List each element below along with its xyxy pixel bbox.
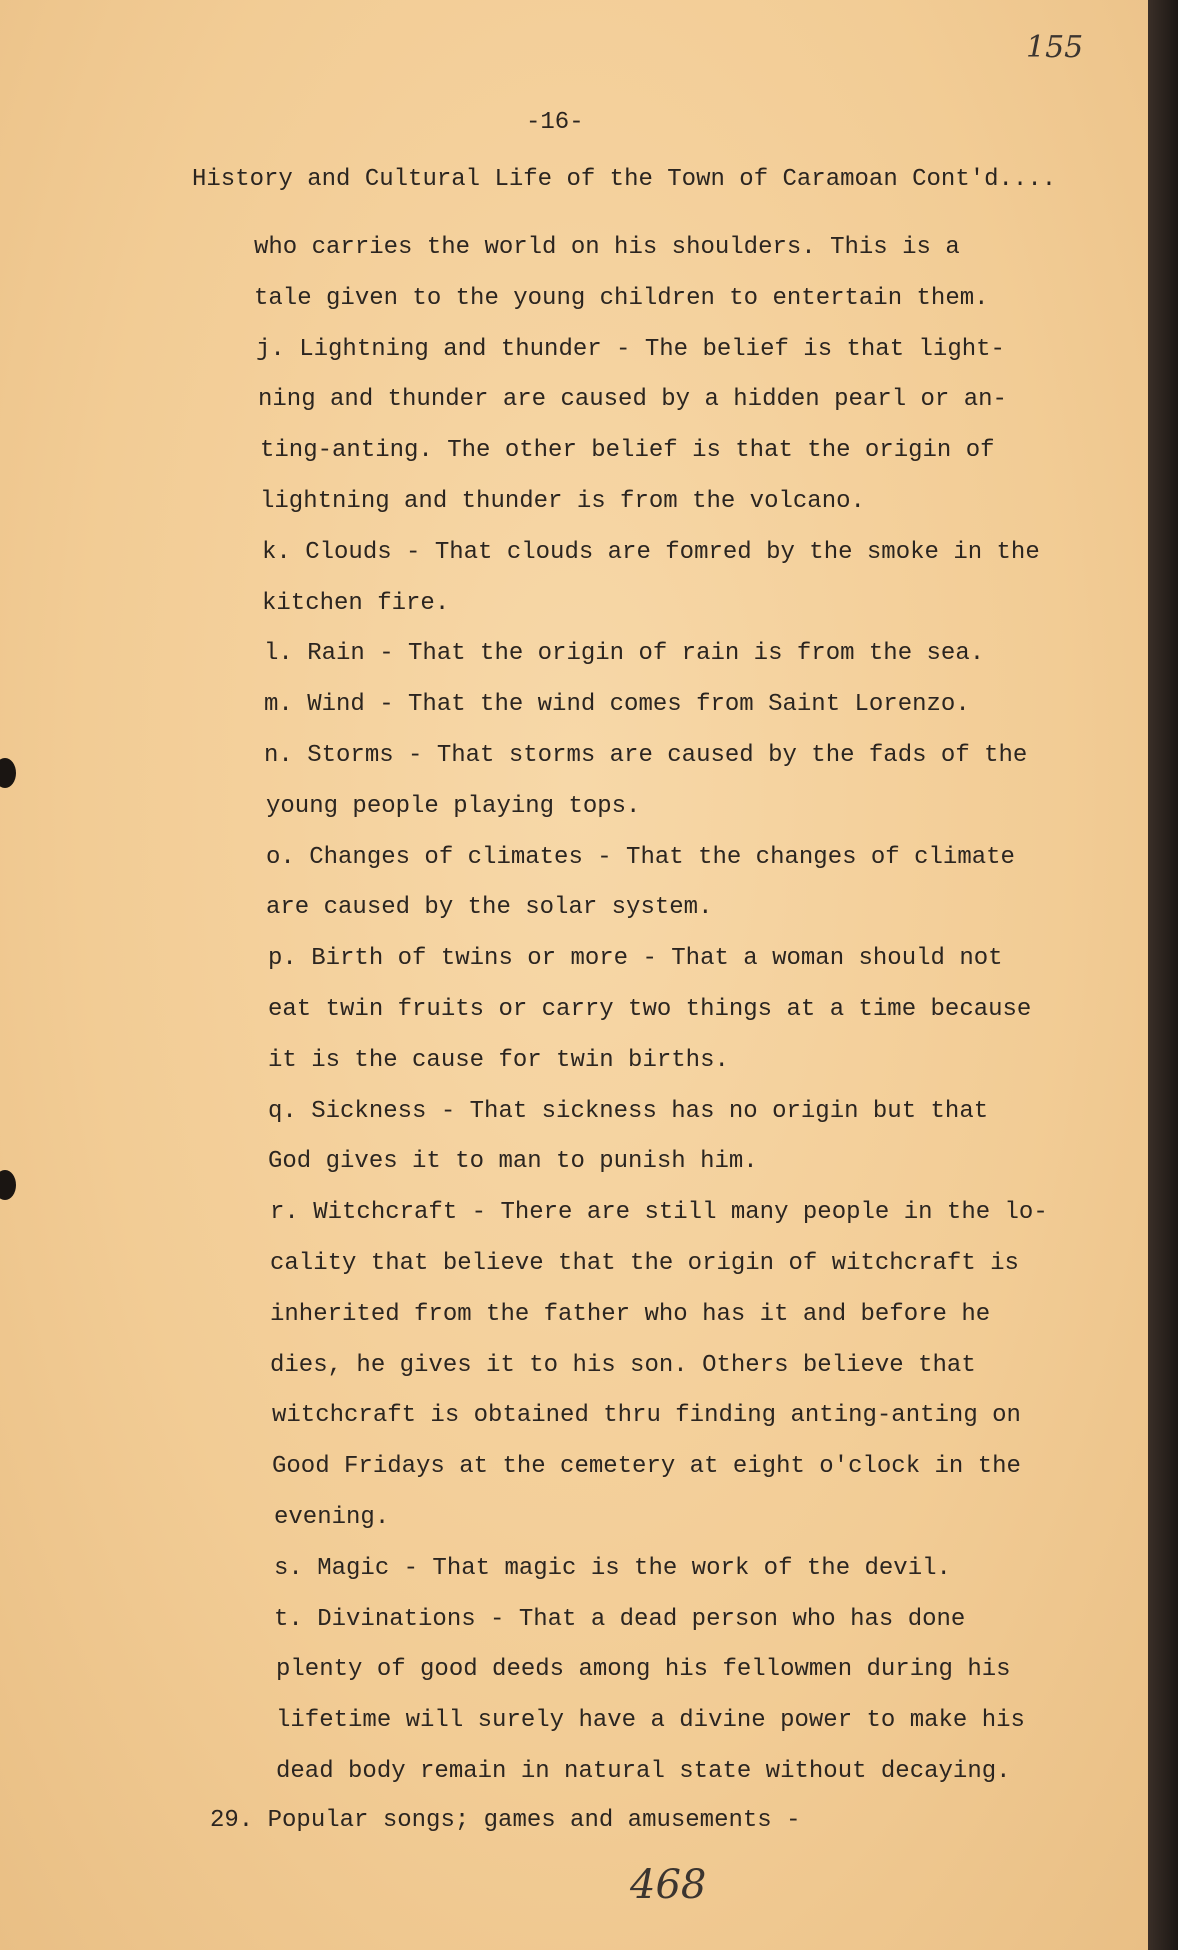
body-line: young people playing tops. — [266, 793, 641, 820]
punch-hole — [0, 1170, 16, 1200]
body-line: eat twin fruits or carry two things at a time because — [268, 996, 1032, 1023]
body-line: witchcraft is obtained thru finding anting-anting on — [272, 1402, 1021, 1429]
body-line: it is the cause for twin births. — [268, 1047, 729, 1074]
body-line: Good Fridays at the cemetery at eight o'clock in the — [272, 1453, 1021, 1480]
body-line: n. Storms - That storms are caused by the fads of the — [264, 742, 1028, 769]
body-line: God gives it to man to punish him. — [268, 1148, 758, 1175]
body-line: ning and thunder are caused by a hidden pearl or an- — [258, 386, 1007, 413]
body-line: lightning and thunder is from the volcano. — [260, 488, 865, 515]
handwritten-page-number: 155 — [1026, 30, 1084, 65]
page-edge-shadow — [1148, 0, 1178, 1950]
body-line: evening. — [274, 1504, 390, 1531]
body-line: r. Witchcraft - There are still many people in the lo- — [270, 1199, 1048, 1226]
body-line: ting-anting. The other belief is that the origin of — [260, 437, 995, 464]
body-line: are caused by the solar system. — [266, 894, 713, 921]
body-line: inherited from the father who has it and before he — [270, 1301, 991, 1328]
body-line: q. Sickness - That sickness has no origin but that — [268, 1098, 989, 1125]
body-line: kitchen fire. — [262, 590, 450, 617]
body-line: lifetime will surely have a divine power to make his — [276, 1707, 1025, 1734]
body-line: k. Clouds - That clouds are fomred by the smoke in the — [262, 539, 1040, 566]
body-line: plenty of good deeds among his fellowmen during his — [276, 1656, 1011, 1683]
section-heading: 29. Popular songs; games and amusements - — [210, 1807, 801, 1834]
body-line: l. Rain - That the origin of rain is from the sea. — [264, 640, 985, 667]
body-line: s. Magic - That magic is the work of the devil. — [274, 1555, 951, 1582]
body-line: who carries the world on his shoulders. This is a — [254, 234, 960, 261]
body-line: cality that believe that the origin of witchcraft is — [270, 1250, 1019, 1277]
body-line: t. Divinations - That a dead person who has done — [274, 1606, 966, 1633]
body-line: dead body remain in natural state without decaying. — [276, 1758, 1011, 1785]
page-header: History and Cultural Life of the Town of Caramoan Cont'd.... — [192, 166, 1057, 193]
body-line: dies, he gives it to his son. Others believe that — [270, 1352, 976, 1379]
body-line: m. Wind - That the wind comes from Saint Lorenzo. — [264, 691, 970, 718]
body-line: j. Lightning and thunder - The belief is that light- — [256, 336, 1005, 363]
body-line: tale given to the young children to entertain them. — [254, 285, 989, 312]
body-line: p. Birth of twins or more - That a woman should not — [268, 945, 1003, 972]
punch-hole — [0, 758, 16, 788]
handwritten-footer-number: 468 — [630, 1862, 707, 1908]
page-label: -16- — [526, 109, 584, 136]
body-line: o. Changes of climates - That the changes of climate — [266, 844, 1015, 871]
